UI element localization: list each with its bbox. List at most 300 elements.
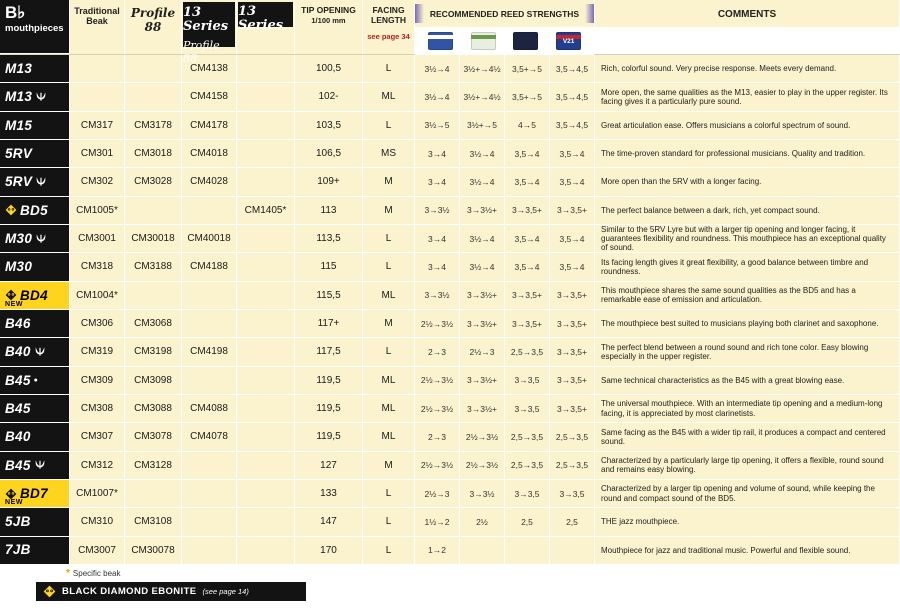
facing-length-value: M [363,197,415,225]
reed-strength-v21 [550,537,595,565]
profile88-code: CM30018 [125,225,182,253]
traditional-beak-code: CM307 [70,423,125,451]
model-name: B45 [5,457,31,473]
black-diamond-owl-icon [43,585,56,598]
reed-strength-traditional: 3→4 [415,253,460,281]
reed-strength-v21: 3,5→4,5 [550,112,595,140]
reed-strength-v21: 3→3,5+ [550,338,595,366]
series13-code [237,310,295,338]
column-header-tip-opening [295,0,363,54]
reed-strength-v21: 3,5→4,5 [550,83,595,111]
reed-strength-56-rue-lepic: 3→3,5 [505,480,550,508]
tip-opening-value: 117,5 [295,338,363,366]
comment-cell [595,168,900,196]
bde-page-note: (see page 14) [202,587,249,596]
series13-profile88-code [182,508,237,536]
reed-strength-v12: 3½→4 [460,140,505,168]
reed-strength-v12: 3½+→4½ [460,55,505,83]
see-page-note: see page 34 [367,32,410,41]
model-cell [0,310,70,338]
profile88-code: CM3178 [125,112,182,140]
comment-text: More open than the 5RV with a longer facing. [601,177,762,187]
reed-strength-56-rue-lepic: 4→5 [505,112,550,140]
length-label: LENGTH [371,15,406,25]
reed-strength-56-rue-lepic: 3,5+→5 [505,55,550,83]
traditional-beak-code [70,83,125,111]
table-row [0,310,900,338]
series13-code [237,282,295,310]
model-cell [0,83,70,111]
tip-opening-value: 119,5 [295,367,363,395]
traditional-beak-code: CM310 [70,508,125,536]
model-cell [0,367,70,395]
reed-strength-traditional: 1½→2 [415,508,460,536]
facing-length-value: M [363,310,415,338]
model-cell [0,480,70,508]
reed-strength-traditional: 2½→3½ [415,395,460,423]
traditional-beak-label: Traditional Beak [74,6,120,26]
facing-length-value: L [363,253,415,281]
model-name: B40 [5,344,31,360]
reed-strength-v12: 3½→4 [460,253,505,281]
model-name: BD4 [20,287,48,303]
reed-strength-56-rue-lepic: 3,5+→5 [505,83,550,111]
series13-code [237,253,295,281]
comment-cell [595,55,900,83]
traditional-beak-code: CM301 [70,140,125,168]
tip-opening-value: 113 [295,197,363,225]
facing-length-value: ML [363,395,415,423]
model-name: 7JB [5,542,31,558]
table-row [0,83,900,111]
reed-strength-v21: 3→3,5+ [550,197,595,225]
reed-strength-v12: 3½+→4½ [460,83,505,111]
series13-code [237,112,295,140]
table-header [0,0,900,65]
series13-profile88-code: CM4088 [182,395,237,423]
reed-strength-v12: 3→3½+ [460,367,505,395]
series13-code [237,480,295,508]
table-row [0,338,900,366]
series13-code [237,423,295,451]
reed-strength-56-rue-lepic: 3→3,5+ [505,310,550,338]
series13-code: CM1405* [237,197,295,225]
model-name: M30 [5,230,33,246]
series13-profile88-code: CM4178 [182,112,237,140]
comment-text: More open, the same qualities as the M13, easier to play in the upper register. Its facing gives it a particularly pure sound. [601,87,888,106]
model-name: BD5 [20,202,48,218]
lyre-icon [35,176,47,188]
lyre-icon [35,233,47,245]
reed-strength-traditional: 3→4 [415,168,460,196]
model-cell [0,225,70,253]
model-cell [0,55,70,83]
traditional-beak-code: CM3001 [70,225,125,253]
reed-strength-56-rue-lepic: 2,5 [505,508,550,536]
reed-strength-v12: 2½→3 [460,338,505,366]
facing-length-value: L [363,508,415,536]
lyre-icon [34,346,46,358]
v12-reed-box-icon [471,32,496,50]
black-header-box [183,2,235,65]
series13-code [237,168,295,196]
series13-code [237,338,295,366]
reed-strength-v12: 2½→3½ [460,423,505,451]
model-cell [0,338,70,366]
profile88-code: CM3188 [125,253,182,281]
traditional-beak-code: CM1007* [70,480,125,508]
series13-profile88-code [182,480,237,508]
comment-text: Same facing as the B45 with a wider tip rail, it produces a compact and centered sound. [601,427,886,446]
comments-label: COMMENTS [717,8,777,20]
table-row [0,140,900,168]
black-header-box [238,2,293,34]
series13-code [237,83,295,111]
comment-text: Similar to the 5RV Lyre but with a larger tip opening and longer facing, it guarantees flexibility and roundness. This mouthpiece has an exceptional quality of sound. [601,224,886,253]
tip-opening-value: 103,5 [295,112,363,140]
reed-strength-traditional: 2→3 [415,423,460,451]
comment-cell [595,112,900,140]
reed-strength-v21: 3→3,5+ [550,310,595,338]
profile88-code: CM3098 [125,367,182,395]
profile88-label: Profile 88 [130,6,176,34]
comment-cell [595,508,900,536]
dot-icon: ● [33,376,38,384]
table-row [0,452,900,480]
profile88-sub-label: Profile 88 [183,38,220,65]
model-name: 5RV [5,174,33,190]
series13-code [237,55,295,83]
reed-strength-v21: 3→3,5+ [550,282,595,310]
facing-length-value: L [363,112,415,140]
facing-length-value: M [363,168,415,196]
tip-opening-value: 115,5 [295,282,363,310]
comment-text: The mouthpiece best suited to musicians playing both clarinet and saxophone. [601,319,879,329]
black-diamond-ebonite-bar [36,582,306,601]
series13-label: 13 Series [238,4,284,34]
traditional-beak-code: CM1004* [70,282,125,310]
reed-strength-traditional: 3½→5 [415,112,460,140]
reed-strength-traditional: 2½→3½ [415,367,460,395]
traditional-beak-code: CM309 [70,367,125,395]
reed-strength-traditional: 3→4 [415,140,460,168]
model-name: 5RV [5,145,33,161]
reed-strength-traditional: 2→3 [415,338,460,366]
table-footer [0,565,900,608]
traditional-beak-code: CM319 [70,338,125,366]
facing-length-value: MS [363,140,415,168]
column-header-traditional-beak [70,0,125,54]
series13-profile88-code [182,282,237,310]
profile88-code: CM3078 [125,423,182,451]
column-header-reed-strengths [415,0,595,54]
traditional-beak-code: CM317 [70,112,125,140]
mouthpieces-label: mouthpieces [5,23,64,34]
model-cell [0,168,70,196]
table-row [0,55,900,83]
reed-strength-v21: 3→3,5 [550,480,595,508]
comment-cell [595,83,900,111]
comment-cell [595,395,900,423]
comment-text: The perfect blend between a round sound and rich tone color. Easy blowing especially in the upper register. [601,342,869,361]
reed-strength-56-rue-lepic [505,537,550,565]
model-name: 5JB [5,514,31,530]
column-header-13series-profile88 [182,0,237,65]
table-row [0,253,900,281]
reed-strength-v21: 3,5→4 [550,168,595,196]
reed-strength-v21: 3→3,5+ [550,367,595,395]
reed-strength-v12: 2½ [460,508,505,536]
profile88-code [125,83,182,111]
lyre-icon [35,91,47,103]
specific-beak-footnote [66,568,892,579]
model-cell [0,197,70,225]
reed-strength-v21: 3,5→4 [550,253,595,281]
series13-code [237,537,295,565]
56-rue-lepic-reed-box-icon [513,32,538,50]
reed-strength-v12: 3→3½ [460,480,505,508]
series13-profile88-code: CM4158 [182,83,237,111]
model-name: M30 [5,259,33,275]
tip-opening-value: 113,5 [295,225,363,253]
reed-strength-v12: 3½→4 [460,225,505,253]
reed-strength-56-rue-lepic: 2,5→3,5 [505,338,550,366]
series13-profile88-code [182,367,237,395]
tip-opening-unit-label: 1/100 mm [311,16,346,25]
reed-strength-traditional: 2½→3 [415,480,460,508]
model-name: B45 [5,372,31,388]
traditional-beak-code: CM308 [70,395,125,423]
series13-profile88-code: CM4188 [182,253,237,281]
asterisk-icon: * [66,567,70,579]
model-name: M13 [5,89,33,105]
model-name: BD7 [20,485,48,501]
reed-strength-56-rue-lepic: 2,5→3,5 [505,452,550,480]
series13-profile88-code: CM4078 [182,423,237,451]
traditional-reed-box-icon [428,32,453,50]
facing-length-value: M [363,452,415,480]
column-header-profile88 [125,0,182,54]
specific-beak-label: Specific beak [72,569,121,578]
reed-strength-56-rue-lepic: 3→3,5 [505,395,550,423]
series13-code [237,225,295,253]
series13-profile88-code: CM4138 [182,55,237,83]
column-header-model [0,0,70,54]
series13-code [237,367,295,395]
tip-opening-value: 119,5 [295,423,363,451]
column-header-13series [237,0,295,54]
comment-cell [595,253,900,281]
reed-strength-traditional: 3→4 [415,225,460,253]
table-row [0,480,900,508]
lyre-icon [34,459,46,471]
profile88-code [125,55,182,83]
profile88-code: CM3108 [125,508,182,536]
tip-opening-value: 127 [295,452,363,480]
facing-length-value: L [363,480,415,508]
profile88-code: CM3198 [125,338,182,366]
comment-text: Mouthpiece for jazz and traditional music. Powerful and flexible sound. [601,545,851,555]
reed-strengths-label: RECOMMENDED REED STRENGTHS [429,8,580,19]
tip-opening-value: 119,5 [295,395,363,423]
table-row [0,423,900,451]
reed-strength-traditional: 3½→4 [415,83,460,111]
comment-text: Its facing length gives it great flexibility, a good balance between timbre and roundness. [601,257,869,276]
facing-length-value: L [363,338,415,366]
reed-strength-56-rue-lepic: 3→3,5 [505,367,550,395]
facing-length-value: ML [363,367,415,395]
comment-text: The perfect balance between a dark, rich, yet compact sound. [601,205,820,215]
series13-profile88-code: CM40018 [182,225,237,253]
model-cell [0,282,70,310]
black-diamond-owl-icon [5,488,17,500]
comment-text: The universal mouthpiece. With an intermediate tip opening and a medium-long facing, it is appreciated by most clarinetists. [601,399,883,418]
model-name: B40 [5,429,31,445]
model-cell [0,537,70,565]
model-cell [0,423,70,451]
table-row [0,112,900,140]
table-body [0,55,900,565]
series13-label: 13 Series [183,5,229,35]
reed-strength-traditional: 2½→3½ [415,310,460,338]
reed-strength-56-rue-lepic: 3,5→4 [505,225,550,253]
reed-strength-56-rue-lepic: 3→3,5+ [505,197,550,225]
comment-cell [595,197,900,225]
table-row [0,508,900,536]
comment-text: Great articulation ease. Offers musicians a colorful spectrum of sound. [601,120,851,130]
reed-strength-56-rue-lepic: 3,5→4 [505,168,550,196]
column-header-facing-length [363,0,415,54]
tip-opening-value: 106,5 [295,140,363,168]
reed-strength-v12: 3→3½+ [460,282,505,310]
series13-code [237,508,295,536]
model-cell [0,140,70,168]
comment-cell [595,480,900,508]
reed-strength-v12 [460,537,505,565]
table-row [0,367,900,395]
series13-profile88-code [182,197,237,225]
new-badge: NEW [5,300,24,308]
profile88-code: CM3028 [125,168,182,196]
reed-strength-v12: 3½+→5 [460,112,505,140]
reed-strength-traditional: 1→2 [415,537,460,565]
facing-length-value: L [363,225,415,253]
comment-cell [595,338,900,366]
reed-strength-v12: 3½→4 [460,168,505,196]
series13-profile88-code: CM4028 [182,168,237,196]
traditional-beak-code: CM1005* [70,197,125,225]
reed-strength-v12: 2½→3½ [460,452,505,480]
profile88-code: CM3128 [125,452,182,480]
comment-cell [595,140,900,168]
facing-length-value: L [363,55,415,83]
model-name: M15 [5,117,33,133]
comment-cell [595,423,900,451]
traditional-beak-code [70,55,125,83]
table-row [0,537,900,565]
tip-opening-value: 100,5 [295,55,363,83]
traditional-beak-code: CM312 [70,452,125,480]
series13-profile88-code [182,452,237,480]
table-row [0,197,900,225]
comment-cell [595,537,900,565]
comment-text: Characterized by a particularly large tip opening, it offers a flexible, round sound and remains easy blowing. [601,456,884,475]
tip-opening-value: 133 [295,480,363,508]
series13-profile88-code: CM4198 [182,338,237,366]
reed-strength-v21: 2,5→3,5 [550,423,595,451]
comment-cell [595,282,900,310]
profile88-code: CM3088 [125,395,182,423]
model-cell [0,395,70,423]
reed-strength-traditional: 3→3½ [415,282,460,310]
reed-strength-56-rue-lepic: 3,5→4 [505,253,550,281]
series13-profile88-code: CM4018 [182,140,237,168]
reed-strength-v21: 2,5→3,5 [550,452,595,480]
profile88-code [125,480,182,508]
facing-label: FACING [372,5,405,15]
bde-title-label: BLACK DIAMOND EBONITE [62,586,197,597]
traditional-beak-code: CM318 [70,253,125,281]
reed-strength-v21: 3,5→4 [550,225,595,253]
comment-text: Characterized by a larger tip opening and volume of sound, while keeping the round and compact sound of the BD5. [601,484,875,503]
header-spacer [595,27,899,54]
model-name: M13 [5,60,33,76]
profile88-code: CM3018 [125,140,182,168]
comment-text: The time-proven standard for professional musicians. Quality and tradition. [601,149,866,159]
profile88-code [125,282,182,310]
comment-text: Rich, colorful sound. Very precise response. Meets every demand. [601,64,837,74]
series13-code [237,395,295,423]
profile88-code: CM3068 [125,310,182,338]
reed-strength-v21: 3,5→4,5 [550,55,595,83]
tip-opening-value: 170 [295,537,363,565]
series13-code [237,452,295,480]
series13-profile88-code [182,537,237,565]
facing-length-value: L [363,537,415,565]
model-cell [0,253,70,281]
comment-text: This mouthpiece shares the same sound qualities as the BD5 and has a remarkable ease of emission and articulation. [601,286,856,305]
reed-strength-v12: 3→3½+ [460,310,505,338]
model-cell [0,508,70,536]
comment-cell [595,367,900,395]
facing-length-value: ML [363,423,415,451]
comment-cell [595,452,900,480]
tip-opening-label: TIP OPENING [301,5,356,15]
profile88-code: CM30078 [125,537,182,565]
comment-cell [595,225,900,253]
comment-text: Same technical characteristics as the B45 with a great blowing ease. [601,375,845,385]
traditional-beak-code: CM306 [70,310,125,338]
new-badge: NEW [5,499,24,507]
tip-opening-value: 147 [295,508,363,536]
traditional-beak-code: CM3007 [70,537,125,565]
reed-strengths-title [415,0,594,27]
model-cell [0,452,70,480]
column-header-comments [595,0,900,54]
tip-opening-value: 115 [295,253,363,281]
reed-strength-traditional: 2½→3½ [415,452,460,480]
reed-strength-traditional: 3½→4 [415,55,460,83]
reed-strength-traditional: 3→3½ [415,197,460,225]
table-row [0,225,900,253]
reed-strength-v21: 3→3,5+ [550,395,595,423]
series13-profile88-code [182,310,237,338]
reed-strength-v12: 3→3½+ [460,395,505,423]
model-name: B45 [5,400,31,416]
table-row [0,168,900,196]
reed-strength-56-rue-lepic: 3→3,5+ [505,282,550,310]
v21-reed-box-icon: V21 [556,32,581,50]
